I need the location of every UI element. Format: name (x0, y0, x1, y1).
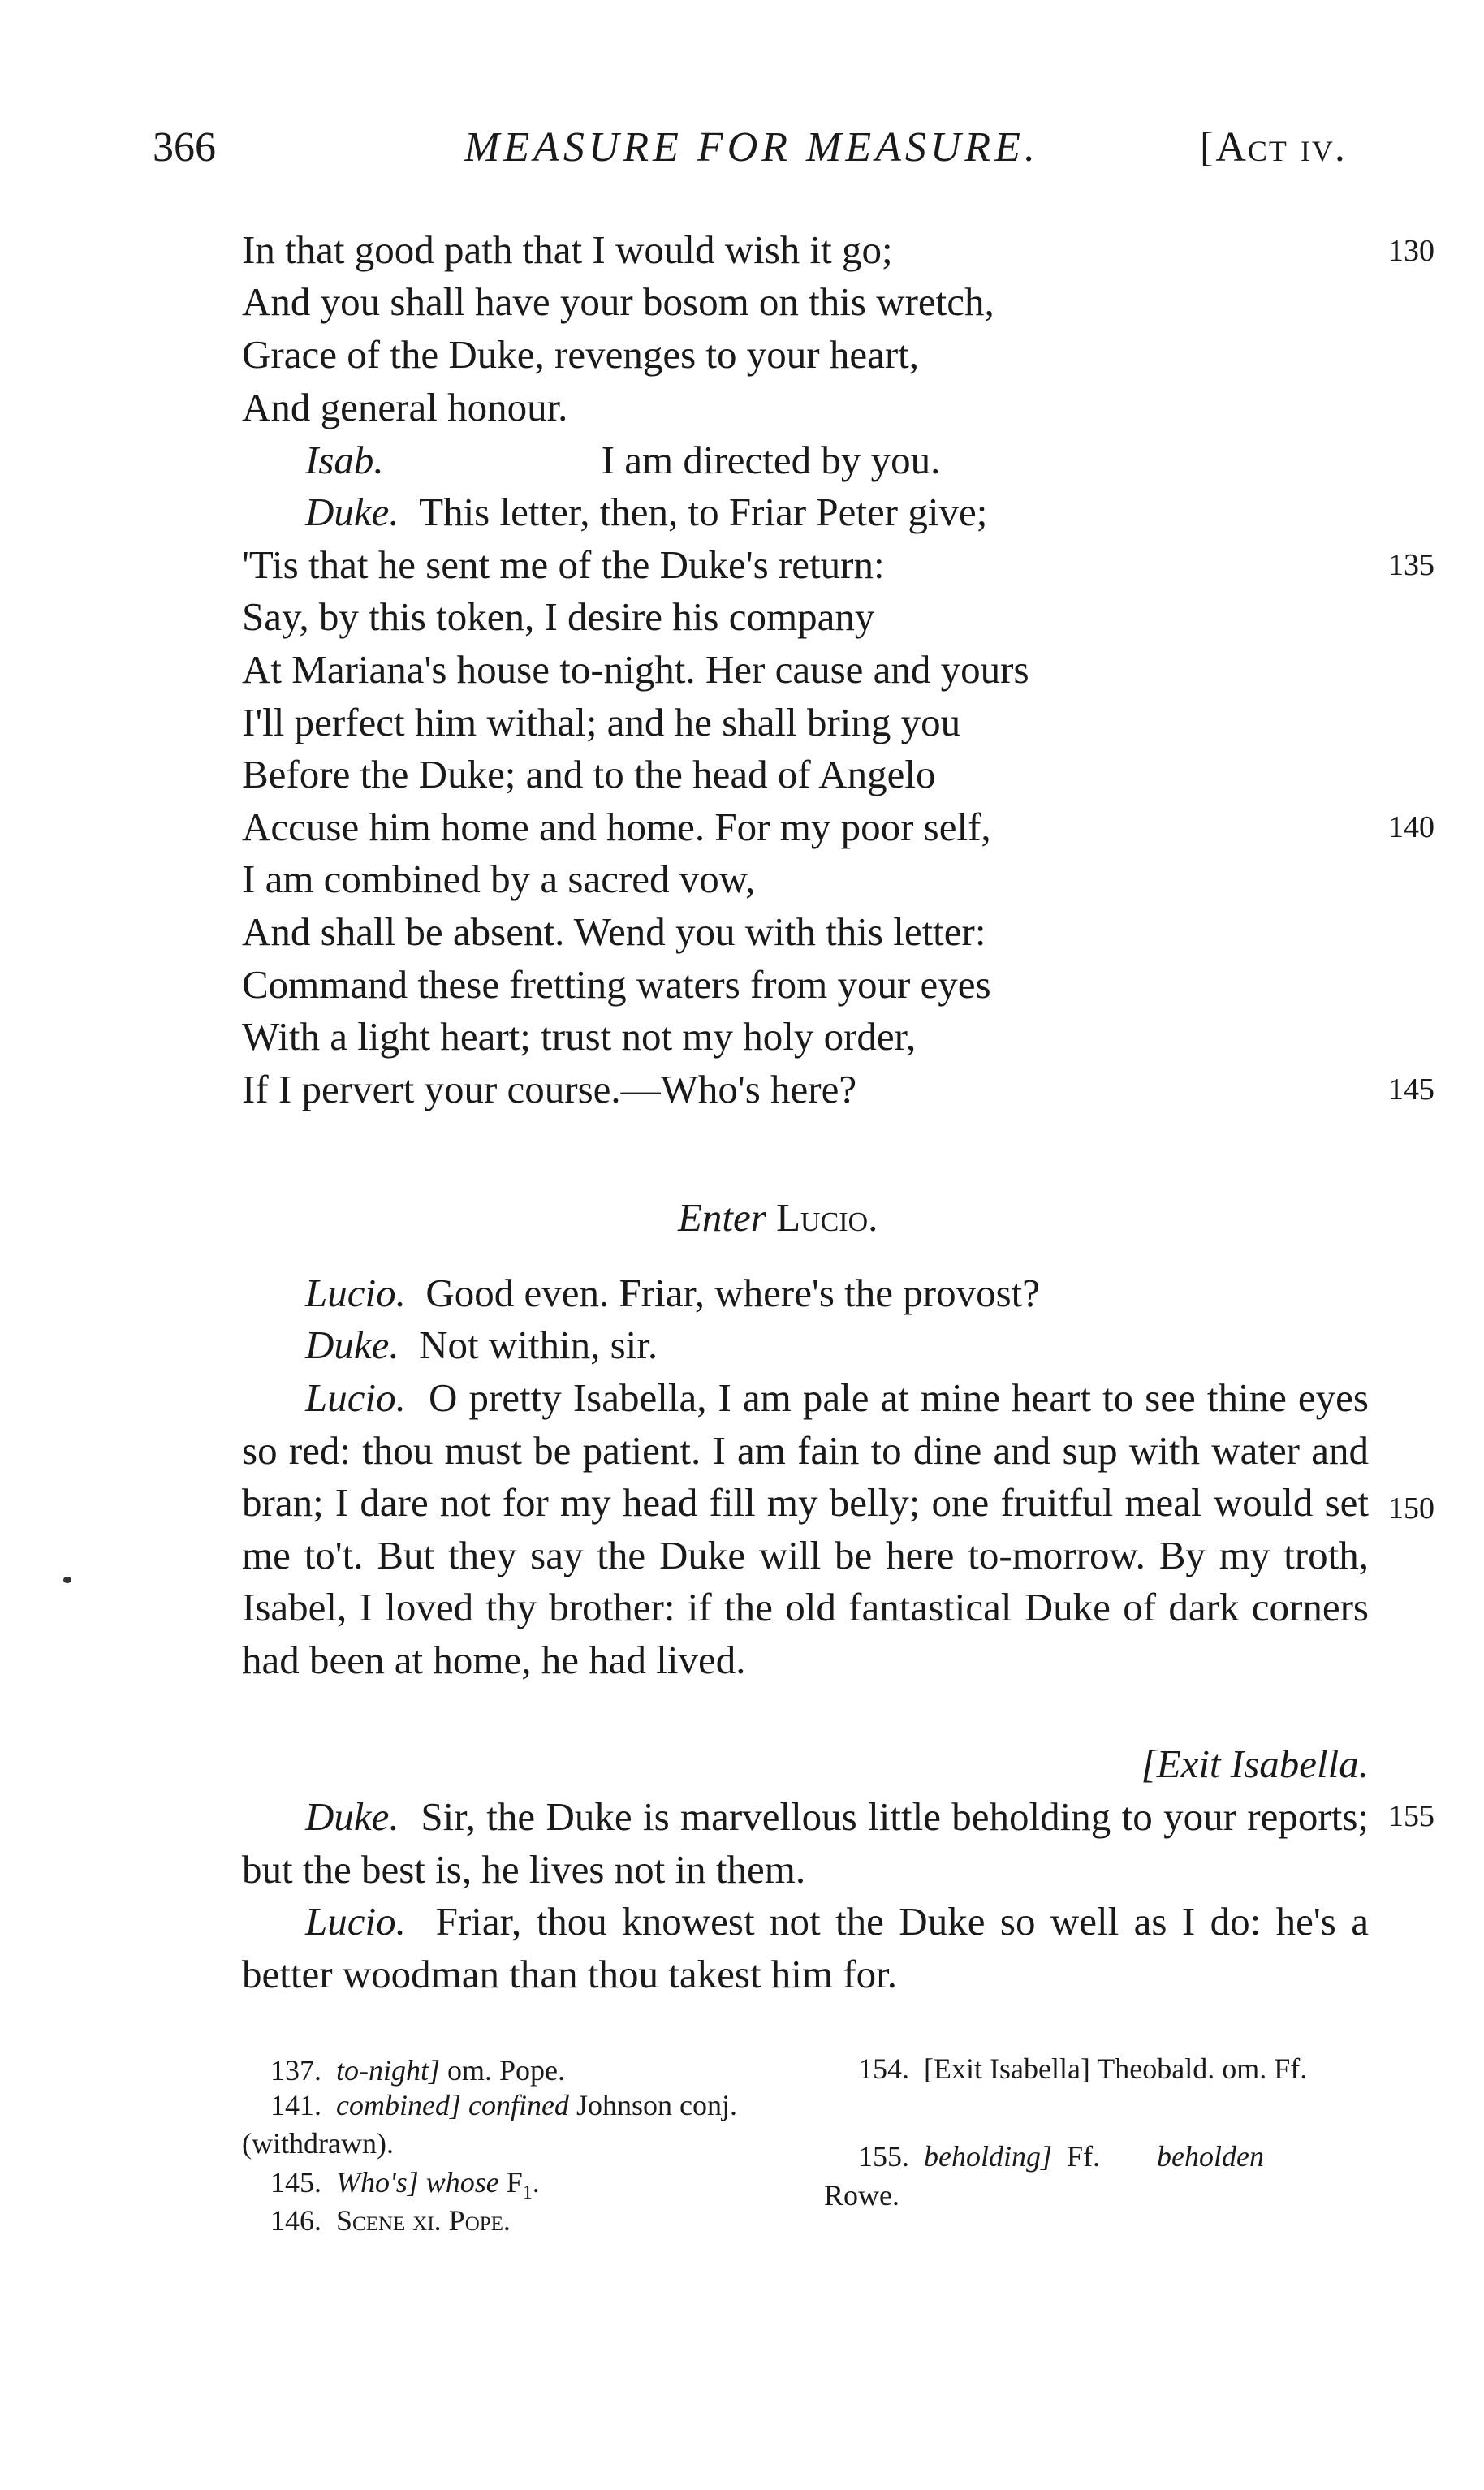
speaker-name: Lucio. (305, 1899, 406, 1944)
line-number: 135 (1388, 548, 1434, 582)
verse-line: And you shall have your bosom on this wretch, (242, 279, 994, 324)
footnote: 155. beholding] Ff. beholden (858, 2140, 1264, 2173)
speaker-name: Duke. (305, 1794, 399, 1839)
verse-line: With a light heart; trust not my holy order, (242, 1014, 917, 1059)
speaker-name: Duke. (305, 1323, 399, 1367)
speech-paragraph (242, 1372, 1369, 1686)
verse-line: I'll perfect him withal; and he shall bring you (242, 700, 961, 744)
speech-line (305, 440, 940, 480)
character-name: Lucio. (776, 1195, 878, 1240)
speech-text: Not within, sir. (419, 1323, 658, 1367)
footnote: 146. Scene xi. Pope. (270, 2204, 511, 2237)
line-number: 140 (1388, 810, 1434, 844)
verse-line: Grace of the Duke, revenges to your heart, (242, 332, 920, 377)
verse-line: At Mariana's house to-night. Her cause and yours (242, 647, 1029, 692)
act-label: [Act iv. (1200, 124, 1347, 170)
verse-line: If I pervert your course.—Who's here? (242, 1067, 857, 1111)
running-title: MEASURE FOR MEASURE. (464, 124, 1039, 170)
speaker-name: Lucio. (305, 1375, 406, 1420)
line-number: 145 (1388, 1072, 1434, 1107)
footnote: 145. Who's] whose $F_1$. (270, 2166, 540, 2204)
line-number: 130 (1388, 234, 1434, 268)
verse-line: 'Tis that he sent me of the Duke's return: (242, 542, 885, 587)
stage-direction: Enter Lucio. (678, 1195, 878, 1240)
speech-text: Good even. Friar, where's the provost? (425, 1271, 1041, 1315)
verse-line: Command these fretting waters from your eyes (242, 962, 991, 1007)
footnote: 137. to-night] om. Pope. (270, 2054, 566, 2087)
speech-paragraph (242, 1791, 1369, 1896)
exit-direction: [Exit Isabella. (1141, 1741, 1369, 1786)
speech-text: Sir, the Duke is marvellous little beholding to your reports; but the best is, he lives not in them. (242, 1794, 1370, 1892)
verse-line: And general honour. (242, 385, 568, 429)
speaker-name: Lucio. (305, 1271, 406, 1315)
verse-line: In that good path that I would wish it go; (242, 227, 893, 272)
speech-text: This letter, then, to Friar Peter give; (419, 490, 988, 534)
speech-line (305, 492, 987, 532)
verse-line: Accuse him home and home. For my poor self, (242, 805, 991, 849)
line-number: 150 (1388, 1491, 1434, 1526)
page-number: 366 (153, 124, 216, 170)
speech-text: O pretty Isabella, I am pale at mine heart to see thine eyes so red: thou must be patient. I am fain to dine and sup with water and bran; I dare not for my head fill my belly; one fruitful meal would set me to't. But they say the Duke will be here to-morrow. By my troth, Isabel, I loved thy brother: if the old fantastical Duke of dark corners had been at home, he had lived. (242, 1375, 1369, 1682)
footnote: 141. combined] confined Johnson conj. (withdrawn). (242, 2089, 737, 2160)
speech-paragraph (242, 1319, 1369, 1372)
speech-text: I am directed by you. (601, 438, 941, 482)
speaker-name: Isab. (305, 438, 384, 482)
stray-mark (63, 1577, 71, 1583)
speech-paragraph (242, 1267, 1369, 1320)
verse-line: Say, by this token, I desire his company (242, 594, 875, 639)
footnote-continuation: Rowe. (824, 2179, 899, 2212)
verse-line: And shall be absent. Wend you with this letter: (242, 909, 986, 954)
line-number: 155 (1388, 1799, 1434, 1833)
footnote: 154. [Exit Isabella] Theobald. om. Ff. (858, 2052, 1308, 2085)
speaker-name: Duke. (305, 490, 399, 534)
speech-text: Friar, thou knowest not the Duke so well as I do: he's a better woodman than thou takest him for. (242, 1899, 1370, 1996)
verse-line: I am combined by a sacred vow, (242, 857, 756, 901)
speech-paragraph (242, 1896, 1369, 2000)
verse-line: Before the Duke; and to the head of Angelo (242, 752, 936, 796)
